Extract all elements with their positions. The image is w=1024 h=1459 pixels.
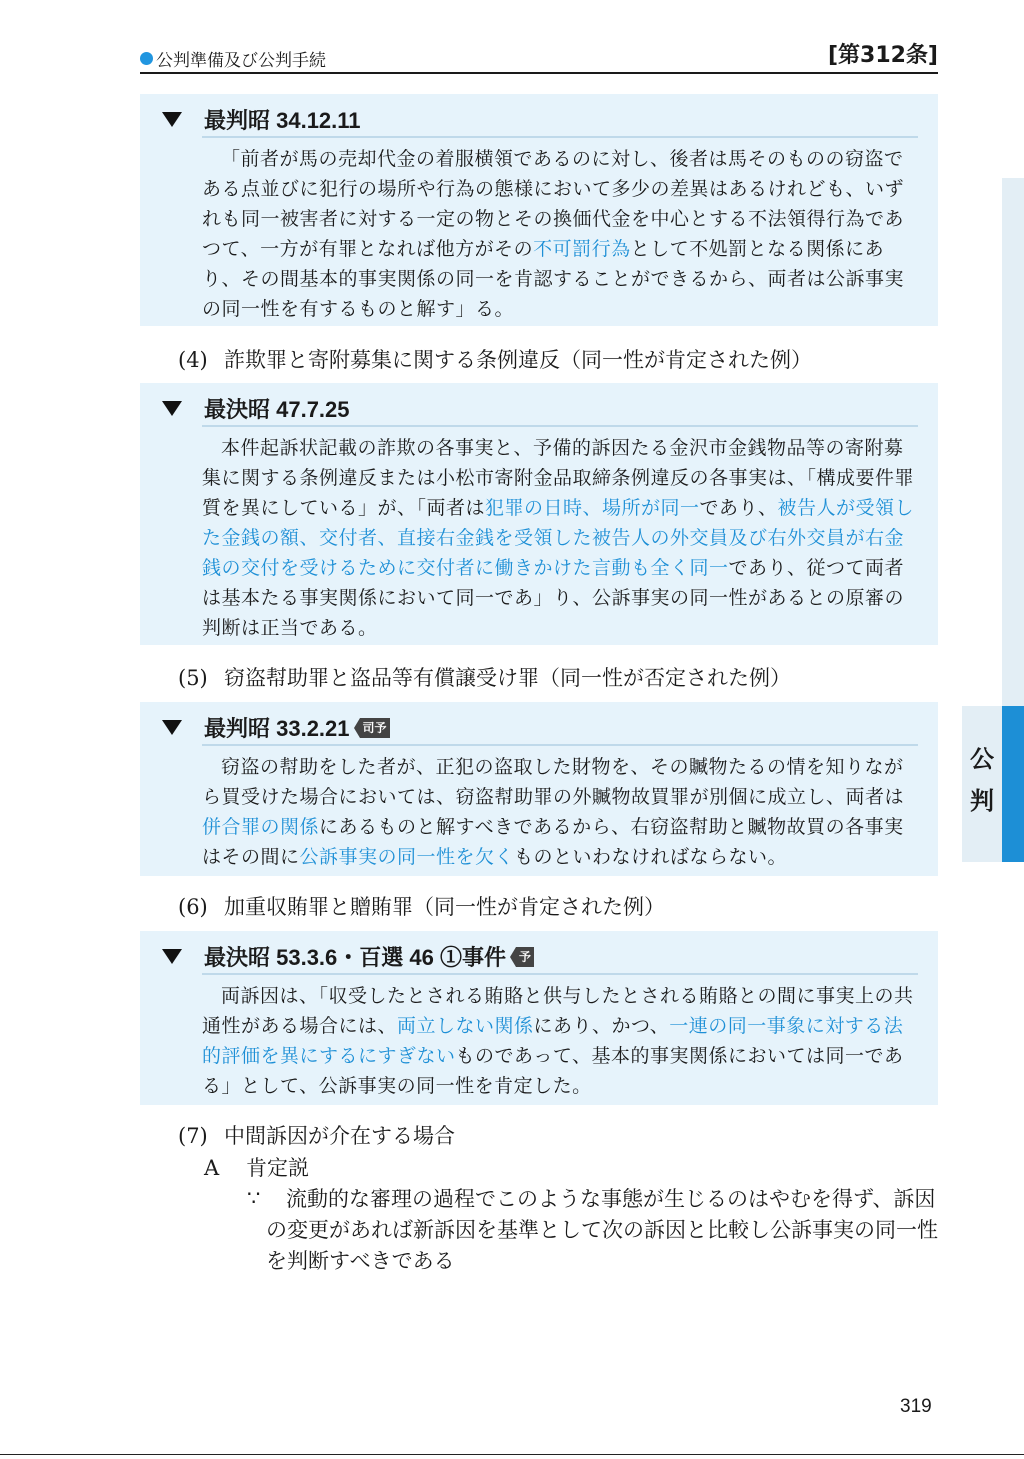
subsection-number: (4) [178,348,208,372]
subsection-heading [178,344,812,374]
case-box [140,383,938,645]
running-header [140,38,938,72]
case-excerpt [202,433,918,643]
excerpt-segment: 窃盗の幇助をした者が、正犯の盗取した財物を、その贓物たるの情を知りながら買受けた場合においては、窃盗幇助罪の外贓物故買罪が別個に成立し、両者は [202,756,905,808]
subsection-number: (6) [178,895,208,919]
case-title: 最決昭 47.7.25 [204,397,350,422]
case-box [140,94,938,326]
section-heading [140,46,326,71]
highlighted-phrase: 犯罪の日時、場所が同一 [485,497,700,519]
excerpt-segment: ものといわなければならない。 [514,846,788,868]
excerpt-segment: 両訴因は、「収受したとされる賄賂と供与したとされる賄賂との間に事実上の共通性がある場合には、 [202,985,914,1037]
heading-underline [202,425,918,427]
theory-reason: 流動的な審理の過程でこのような事態が生じるのはやむを得ず、訴因の変更があれば新訴因を基準として次の訴因と比較し公訴事実の同一性を判断すべきである [266,1187,938,1273]
subsection-title: 詐欺罪と寄附募集に関する条例違反（同一性が肯定された例） [224,348,812,372]
excerpt-segment: であり、 [699,497,778,519]
triangle-marker-icon [162,720,182,735]
subsection-number: (5) [178,666,208,690]
case-title: 最判昭 33.2.21 [204,716,350,741]
page-number: 319 [900,1396,932,1417]
heading-underline [202,973,918,975]
excerpt-segment: 本件起訴状記載の詐欺の各事実と、予備的訴因たる金沢市金銭物品等の寄附募集に関する条例違反または小松市寄附金品取締条例違反の各事実は、「構成要件罪質を異にしている」が、「両者は [202,437,915,519]
excerpt-segment: として不処罰となる関係にあり、その間基本的事実関係の同一を肯認することができるから、両者は公訴事実の同一性を有するものと解す」る。 [202,238,905,320]
highlighted-phrase: 公訴事実の同一性を欠く [299,846,515,868]
heading-underline [202,136,918,138]
excerpt-segment: であり、従つて両者は基本たる事実関係において同一であ」り、公訴事実の同一性があるとの原審の判断は正当である。 [202,557,905,639]
excerpt-segment: にあるものと解すべきであるから、右窃盗幇助と贓物故買の各事実はその間に [202,816,904,868]
article-label: [第312条] [827,43,938,68]
case-title: 最決昭 53.3.6・百選 46 ①事件 [204,945,506,970]
case-heading [162,712,390,743]
excerpt-segment: にあり、かつ、 [533,1015,670,1037]
case-heading [162,393,350,424]
highlighted-phrase: 不可罰行為 [533,238,631,260]
excerpt-segment: 「前者が馬の売却代金の着服横領であるのに対し、後者は馬そのものの窃盗である点並びに犯行の場所や行為の態様において多少の差異はあるけれども、いずれも同一被害者に対する一定の物とその換価代金を中心とする不法領得行為であつて、一方が有罪となれば他方がその [202,148,905,260]
case-title: 最判昭 34.12.11 [204,108,361,133]
case-box [140,702,938,876]
theory-heading [204,1152,309,1182]
badge-label: 司予 [360,718,390,738]
heading-underline [202,744,918,746]
header-divider [140,72,938,74]
case-heading [162,104,361,135]
section-title: 公判準備及び公判手続 [156,51,326,71]
subsection-title: 加重収賄罪と贈賄罪（同一性が肯定された例） [224,895,665,919]
exam-badge [354,718,390,738]
side-tab-text: 公判 [970,745,994,815]
subsection-heading [178,662,791,692]
because-mark: ∵ [247,1186,261,1210]
triangle-marker-icon [162,401,182,416]
triangle-marker-icon [162,112,182,127]
case-excerpt [202,981,918,1101]
excerpt-segment: ものであって、基本的事実関係においては同一である」として、公訴事実の同一性を肯定した。 [202,1045,904,1097]
subsection-heading [178,1120,455,1150]
case-excerpt [202,752,918,872]
bullet-dot-icon [140,52,153,65]
subsection-heading [178,891,665,921]
highlighted-phrase: 併合罪の関係 [202,816,320,838]
subsection-title: 窃盗幇助罪と盗品等有償譲受け罪（同一性が否定された例） [224,666,791,690]
side-tab-label[interactable] [962,738,1002,822]
highlighted-phrase: 両立しない関係 [397,1015,534,1037]
highlighted-phrase: 一連の同一事象に対する法的評価を異にするにすぎない [202,1015,904,1067]
theory-title: 肯定説 [246,1156,309,1180]
badge-label: 予 [516,947,534,967]
side-tab-marker [1002,706,1024,862]
case-excerpt [202,144,918,324]
triangle-marker-icon [162,949,182,964]
subsection-number: (7) [178,1124,208,1148]
page-bottom-rule [0,1454,1024,1455]
case-heading [162,941,534,972]
case-box [140,931,938,1105]
highlighted-phrase: 被告人が受領した金銭の額、交付者、直接右金銭を受領した被告人の外交員及び右外交員が右金銭の交付を受けるために交付者に働きかけた言動も全く同一 [202,497,915,579]
subsection-title: 中間訴因が介在する場合 [224,1124,455,1148]
exam-badge [510,947,534,967]
theory-label: A [204,1156,220,1180]
